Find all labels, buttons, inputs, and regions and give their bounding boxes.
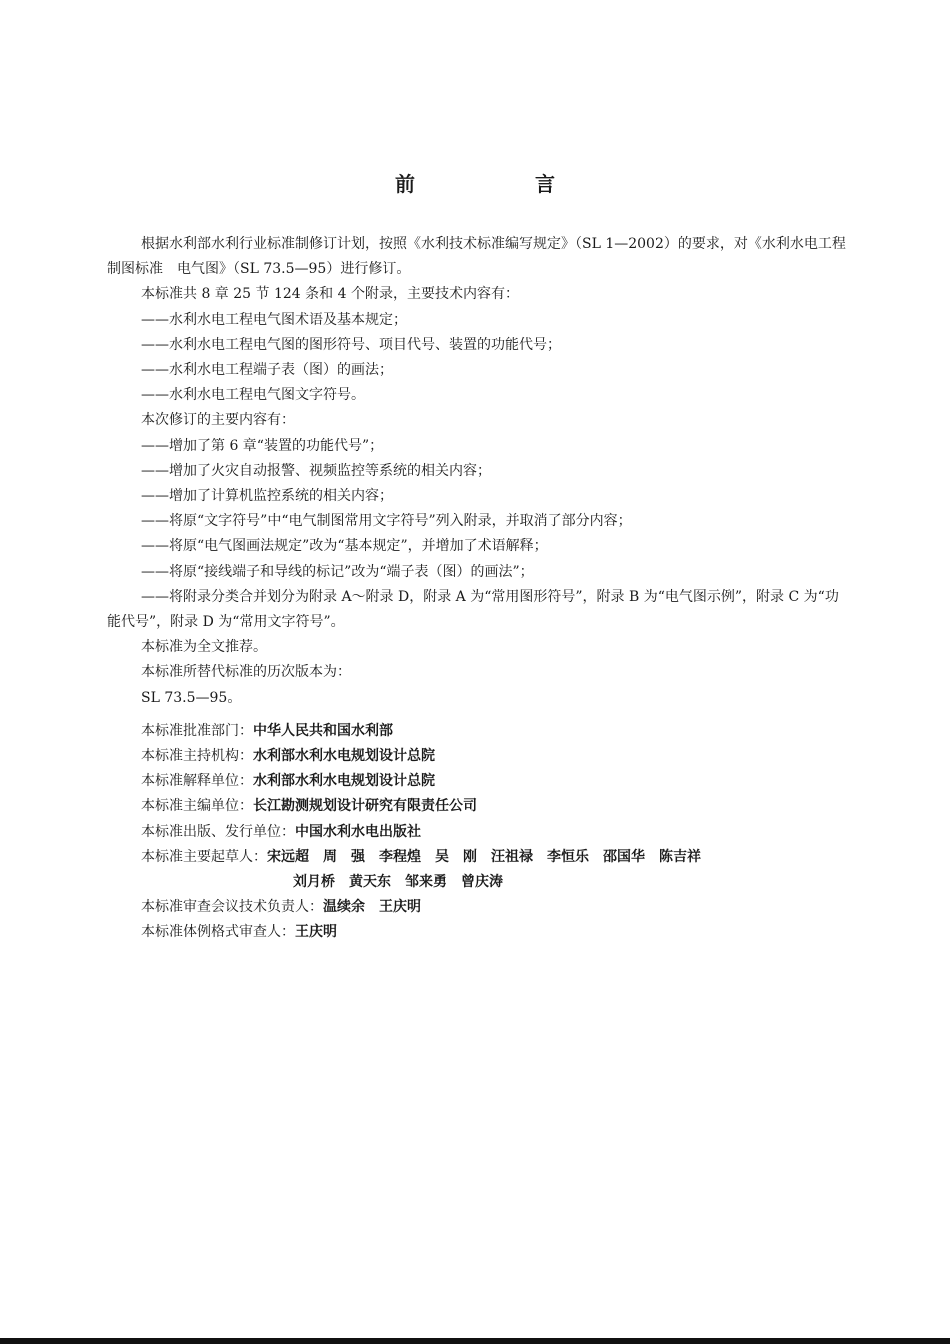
- info-label: 本标准解释单位：: [141, 773, 253, 790]
- list-item: ——增加了第 6 章“装置的功能代号”；: [141, 437, 384, 454]
- list-item: ——将原“接线端子和导线的标记”改为“端子表（图）的画法”；: [141, 563, 534, 580]
- paragraph-history-label: 本标准所替代标准的历次版本为：: [141, 664, 351, 681]
- info-label: 本标准主持机构：: [141, 748, 253, 765]
- list-item: ——水利水电工程电气图术语及基本规定；: [141, 311, 407, 328]
- info-label: 本标准批准部门：: [141, 722, 253, 739]
- paragraph-content-summary: 本标准共 8 章 25 节 124 条和 4 个附录，主要技术内容有：: [141, 286, 519, 303]
- info-value: 长江勘测规划设计研究有限责任公司: [253, 798, 477, 815]
- info-value: 中华人民共和国水利部: [253, 722, 393, 739]
- page-title: 前 言: [395, 172, 605, 196]
- info-publisher: [107, 820, 847, 845]
- info-approve: [107, 719, 847, 744]
- info-interpret: [107, 769, 847, 794]
- paragraph-revision-summary: 本次修订的主要内容有：: [141, 412, 295, 429]
- list-item: ——水利水电工程电气图的图形符号、项目代号、装置的功能代号；: [141, 336, 561, 353]
- info-drafters: [107, 845, 847, 870]
- info-value: 宋远超 周 强 李程煌 吴 刚 汪祖禄 李恒乐 邵国华 陈吉祥: [267, 848, 701, 865]
- info-value: 王庆明: [295, 924, 337, 941]
- info-label: 本标准主要起草人：: [141, 848, 267, 865]
- info-format: [107, 920, 847, 945]
- list-item: ——将原“文字符号”中“电气制图常用文字符号”列入附录，并取消了部分内容；: [141, 513, 632, 530]
- list-item: ——增加了计算机监控系统的相关内容；: [141, 488, 393, 505]
- info-label: 本标准审查会议技术负责人：: [141, 899, 323, 916]
- info-drafters-continued: 刘月桥 黄天东 邹来勇 曾庆涛: [293, 874, 503, 891]
- list-item: ——增加了火灾自动报警、视频监控等系统的相关内容；: [141, 462, 491, 479]
- paragraph-intro: 根据水利部水利行业标准制修订计划，按照《水利技术标准编写规定》（SL 1—2002）的要求，对《水利水电工程制图标准 电气图》（SL 73.5—95）进行修订。: [107, 236, 846, 278]
- info-value: 温续余 王庆明: [323, 899, 421, 916]
- info-value: 水利部水利水电规划设计总院: [253, 773, 435, 790]
- list-item: ——将原“电气图画法规定”改为“基本规定”，并增加了术语解释；: [141, 538, 548, 555]
- info-host: [107, 744, 847, 769]
- list-item: ——水利水电工程端子表（图）的画法；: [141, 362, 393, 379]
- info-label: 本标准出版、发行单位：: [141, 823, 295, 840]
- paragraph-history-value: SL 73.5—95。: [141, 689, 242, 706]
- info-value: 中国水利水电出版社: [295, 823, 421, 840]
- paragraph-recommendation: 本标准为全文推荐。: [141, 639, 267, 656]
- info-review: [107, 895, 847, 920]
- info-label: 本标准主编单位：: [141, 798, 253, 815]
- bottom-border: [0, 1338, 950, 1344]
- preface-body: [107, 232, 847, 946]
- info-editor: [107, 794, 847, 819]
- list-item: ——将附录分类合并划分为附录 A～附录 D，附录 A 为“常用图形符号”，附录 B 为“电气图示例”，附录 C 为“功能代号”，附录 D 为“常用文字符号”。: [107, 588, 839, 631]
- info-label: 本标准体例格式审查人：: [141, 924, 295, 941]
- info-value: 水利部水利水电规划设计总院: [253, 748, 435, 765]
- list-item: ——水利水电工程电气图文字符号。: [141, 387, 365, 404]
